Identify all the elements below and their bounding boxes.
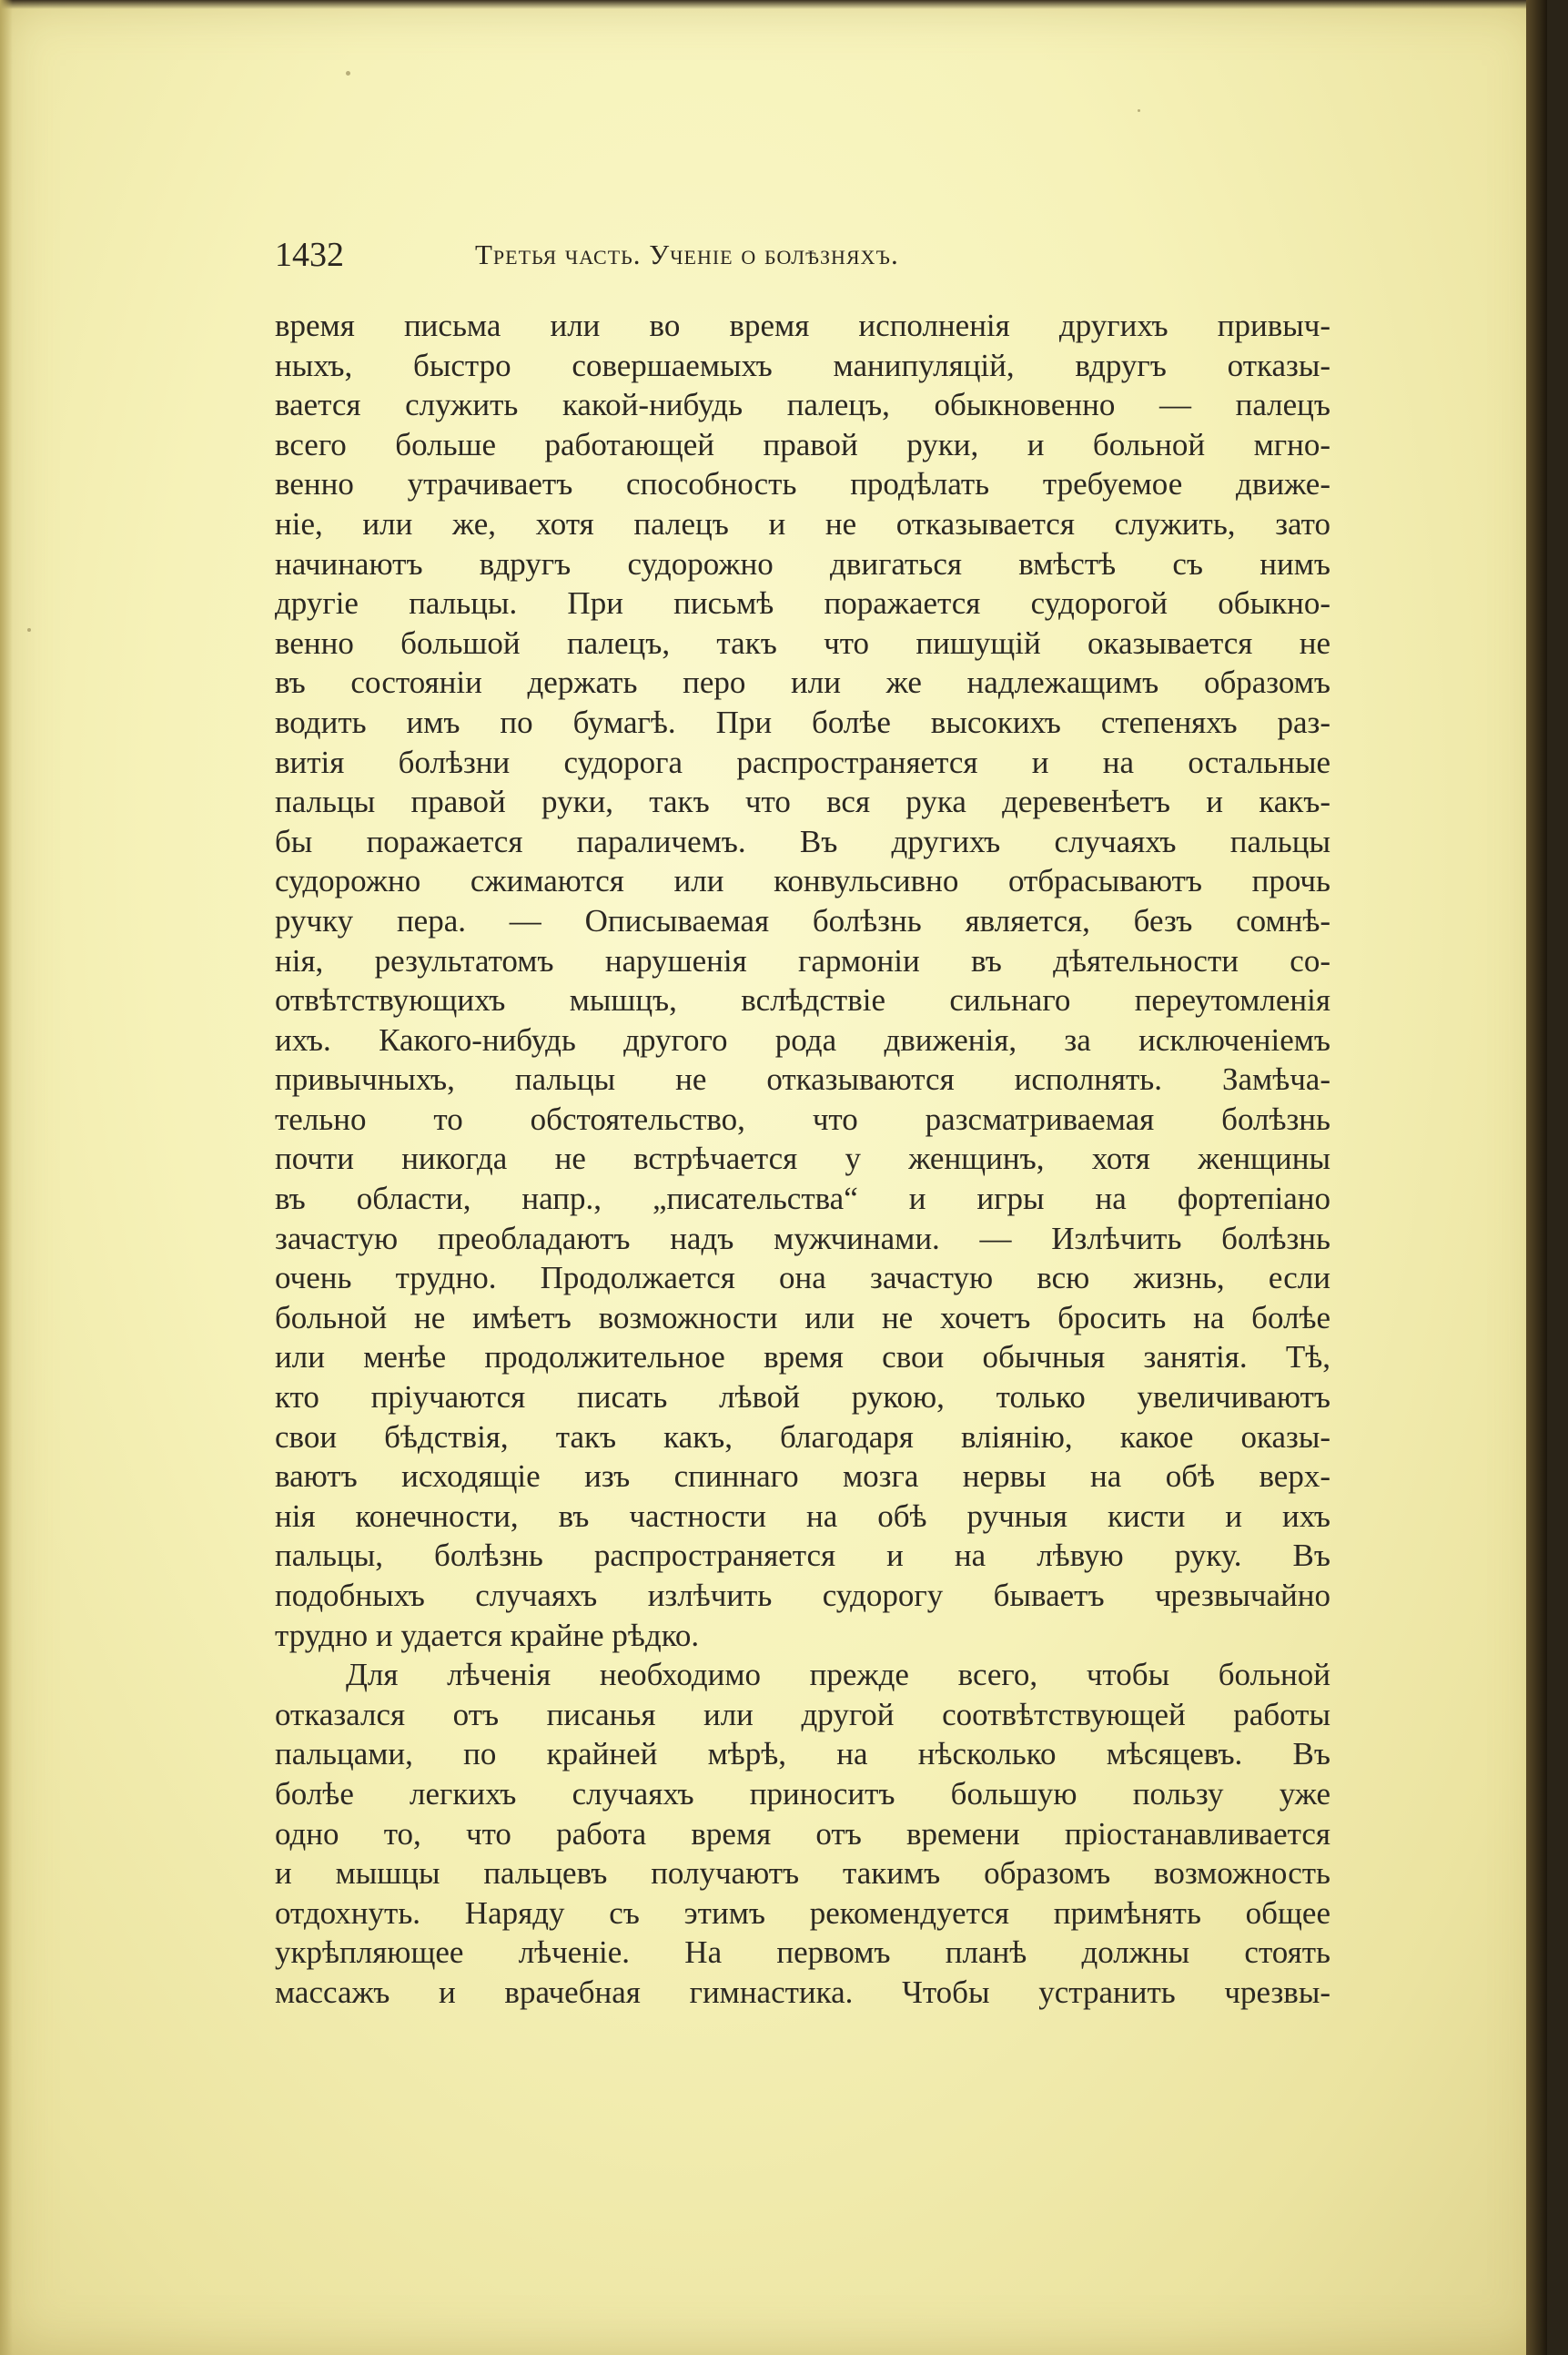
text-line: привычныхъ, пальцы не отказываются исполнять. Замѣча- xyxy=(275,1061,1330,1098)
text-line: пальцами, по крайней мѣрѣ, на нѣсколько мѣсяцевъ. Въ xyxy=(275,1736,1330,1772)
text-line: свои бѣдствія, такъ какъ, благодаря вліянію, какое оказы- xyxy=(275,1418,1330,1455)
running-head xyxy=(275,228,1303,282)
text-line: отвѣтствующихъ мышцъ, вслѣдствіе сильнаго переутомленія xyxy=(275,982,1330,1019)
paper-speck xyxy=(346,71,350,76)
text-line: всего больше работающей правой руки, и больной мгно- xyxy=(275,426,1330,462)
page-number: 1432 xyxy=(275,236,344,274)
text-line: вается служить какой-нибудь палецъ, обыкновенно — палецъ xyxy=(275,387,1330,423)
page-edge xyxy=(1526,0,1547,2355)
text-line: болѣе легкихъ случаяхъ приноситъ большую пользу уже xyxy=(275,1775,1330,1812)
text-line: подобныхъ случаяхъ излѣчить судорогу бываетъ чрезвычайно xyxy=(275,1578,1330,1613)
text-line: пальцы правой руки, такъ что вся рука деревенѣетъ и какъ- xyxy=(275,784,1330,820)
text-line: отдохнуть. Наряду съ этимъ рекомендуется примѣнять общее xyxy=(275,1894,1330,1931)
text-line: и мышцы пальцевъ получаютъ такимъ образомъ возможность xyxy=(275,1855,1330,1892)
text-line: время письма или во время исполненія другихъ привыч- xyxy=(275,308,1330,343)
text-line: тельно то обстоятельство, что разсматриваемая болѣзнь xyxy=(275,1101,1330,1137)
text-line: зачастую преобладаютъ надъ мужчинами. — Излѣчить болѣзнь xyxy=(275,1220,1330,1256)
text-line: венно большой палецъ, такъ что пишущій оказывается не xyxy=(275,624,1330,661)
text-line: трудно и удается крайне рѣдко. xyxy=(275,1617,700,1653)
text-line: витія болѣзни судорога распространяется и на остальные xyxy=(275,744,1330,780)
text-line: водить имъ по бумагѣ. При болѣе высокихъ степеняхъ раз- xyxy=(275,704,1330,740)
text-line: нія конечности, въ частности на обѣ ручныя кисти и ихъ xyxy=(275,1497,1330,1534)
text-line: кто пріучаются писать лѣвой рукою, только увеличиваютъ xyxy=(275,1379,1330,1416)
text-line: венно утрачиваетъ способность продѣлать требуемое движе- xyxy=(275,466,1330,502)
text-line: нія, результатомъ нарушенія гармоніи въ дѣятельности со- xyxy=(275,942,1330,979)
text-line: судорожно сжимаются или конвульсивно отбрасываютъ прочь xyxy=(275,863,1330,899)
paragraph xyxy=(275,1655,1330,2012)
text-line: или менѣе продолжительное время свои обычныя занятія. Тѣ, xyxy=(275,1339,1330,1375)
text-line: другіе пальцы. При письмѣ поражается судорогой обыкно- xyxy=(275,585,1330,622)
page-left-shadow xyxy=(0,0,13,2355)
text-line: одно то, что работа время отъ времени пріостанавливается xyxy=(275,1815,1330,1852)
paper-speck xyxy=(1138,109,1140,112)
text-line: въ состояніи держать перо или же надлежащимъ образомъ xyxy=(275,665,1330,701)
text-line: Для лѣченія необходимо прежде всего, чтобы больной xyxy=(346,1657,1330,1693)
text-line: ручку пера. — Описываемая болѣзнь является, безъ сомнѣ- xyxy=(275,902,1330,939)
text-line: ваютъ исходящіе изъ спиннаго мозга нервы на обѣ верх- xyxy=(275,1458,1330,1495)
paper-speck xyxy=(27,628,31,632)
page-top-shadow xyxy=(0,0,1547,9)
text-line: почти никогда не встрѣчается у женщинъ, хотя женщины xyxy=(275,1141,1330,1177)
text-line: ніе, или же, хотя палецъ и не отказывается служить, зато xyxy=(275,505,1330,542)
text-line: бы поражается параличемъ. Въ другихъ случаяхъ пальцы xyxy=(275,823,1330,859)
text-line: начинаютъ вдругъ судорожно двигаться вмѣстѣ съ нимъ xyxy=(275,545,1330,582)
text-line: массажъ и врачебная гимнастика. Чтобы устранить чрезвы- xyxy=(275,1974,1330,2010)
text-line: больной не имѣетъ возможности или не хочетъ бросить на болѣе xyxy=(275,1299,1330,1335)
text-line: укрѣпляющее лѣченіе. На первомъ планѣ должны стоять xyxy=(275,1934,1330,1971)
body-text xyxy=(275,306,1330,2013)
text-line: пальцы, болѣзнь распространяется и на лѣвую руку. Въ xyxy=(275,1538,1330,1574)
paragraph xyxy=(275,306,1330,1655)
running-title: Третья часть. Ученіе о болѣзняхъ. xyxy=(475,239,899,270)
text-line: ихъ. Какого-нибудь другого рода движенія, за исключеніемъ xyxy=(275,1021,1330,1058)
text-line: въ области, напр., „писательства“ и игры на фортепіано xyxy=(275,1181,1330,1217)
text-line: ныхъ, быстро совершаемыхъ манипуляцій, вдругъ отказы- xyxy=(275,347,1330,383)
text-line: очень трудно. Продолжается она зачастую всю жизнь, если xyxy=(275,1260,1330,1296)
text-line: отказался отъ писанья или другой соотвѣтствующей работы xyxy=(275,1696,1330,1732)
